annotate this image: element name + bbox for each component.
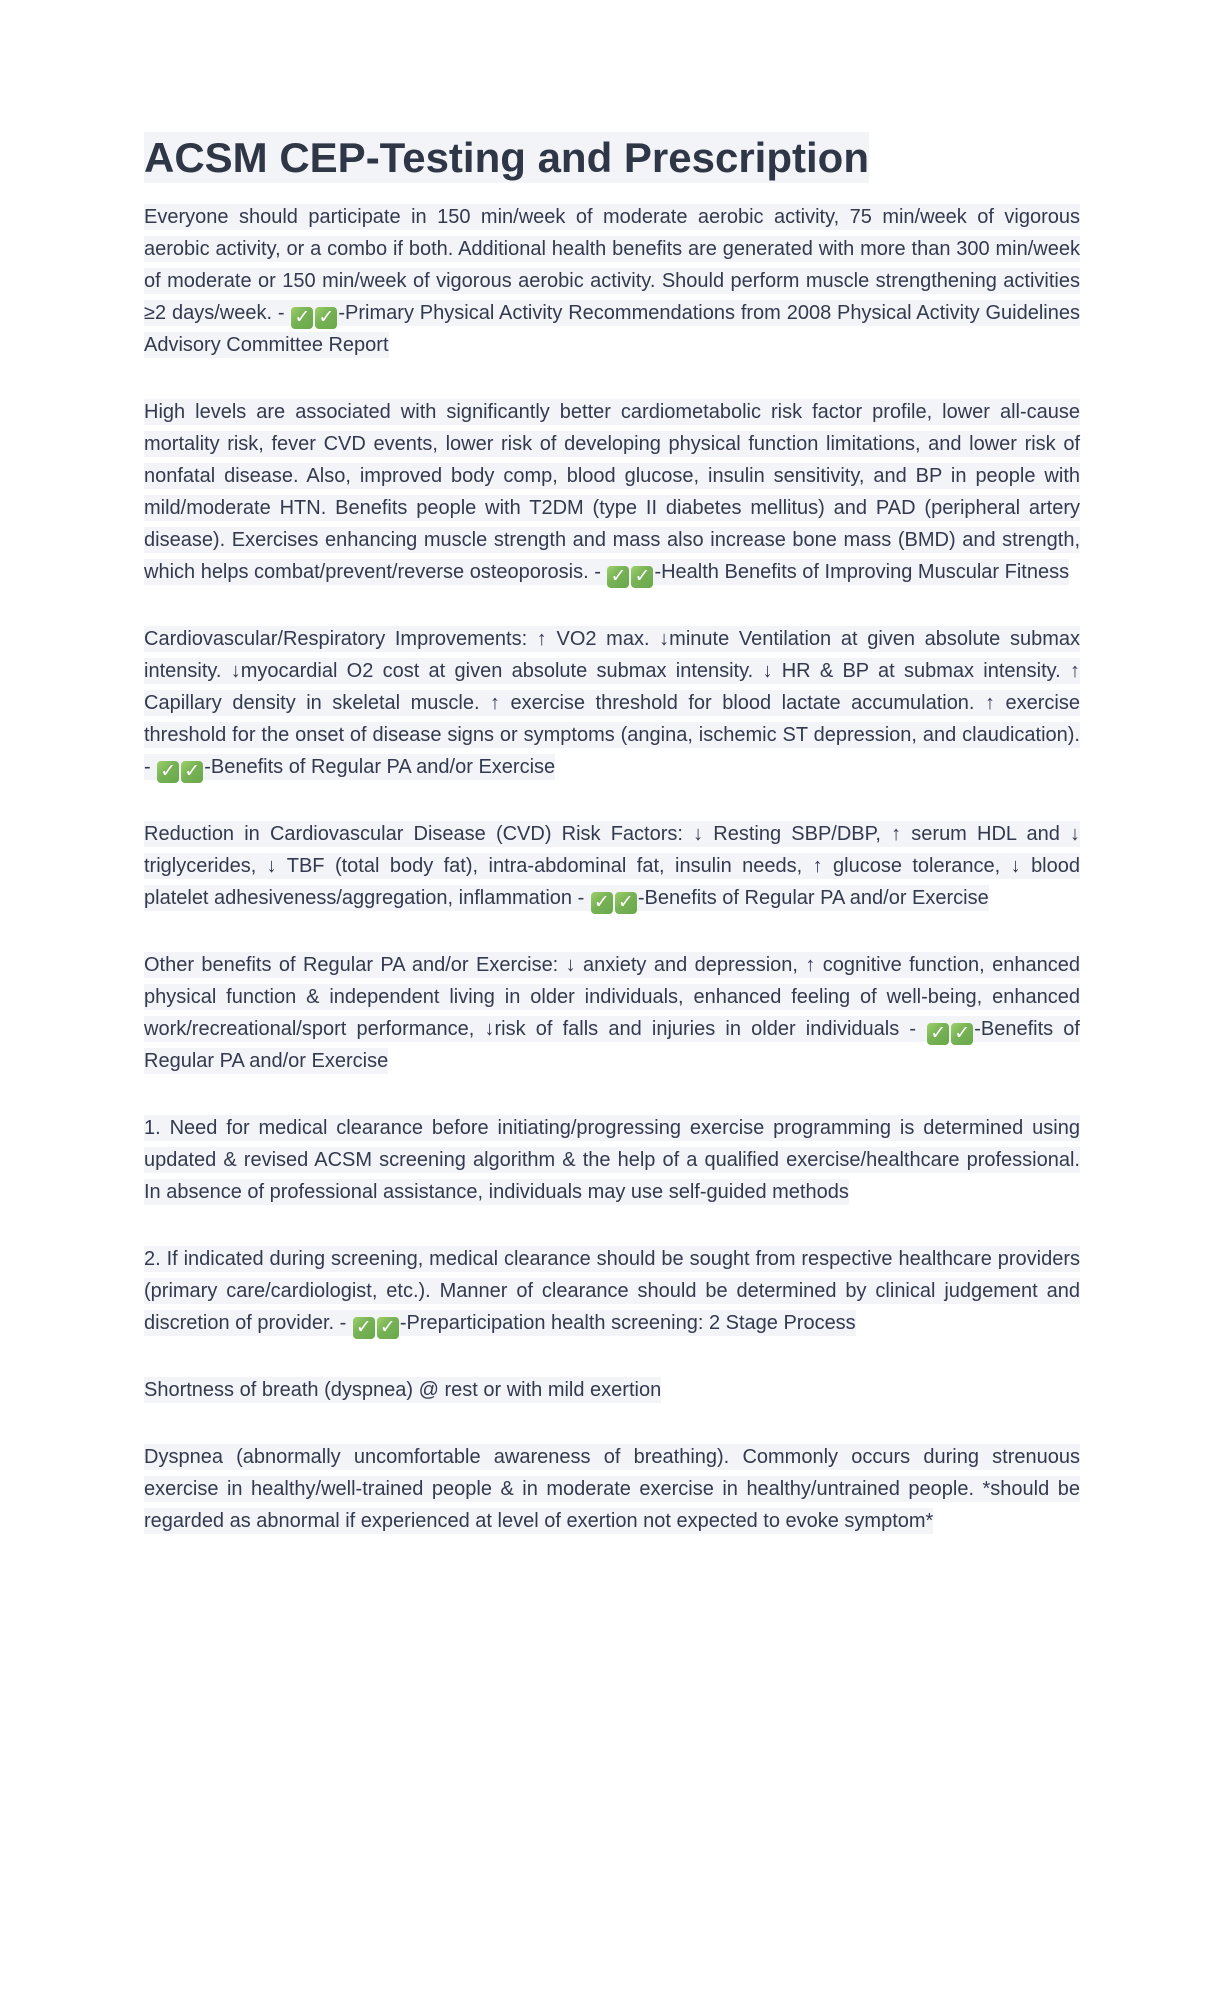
paragraph-text: Other benefits of Regular PA and/or Exercise: ↓ anxiety and depression, ↑ cognitive function, enhanced physical function & independent living in older individuals, enhanced feeling of well-being, enhanced work/recreational/sport performance, ↓risk of falls and injuries in older individuals - ✓ ✓ -Benefits of Regular PA and/or Exercise <box>144 953 1080 1072</box>
check-icon: ✓ <box>951 1023 973 1045</box>
check-icon: ✓ <box>181 761 203 783</box>
paragraph <box>144 818 1080 914</box>
document-page <box>144 0 1080 1537</box>
page-title-text: ACSM CEP-Testing and Prescription <box>144 134 869 181</box>
page-title <box>144 132 1080 185</box>
check-icon: ✓ <box>607 566 629 588</box>
check-icon: ✓ <box>927 1023 949 1045</box>
paragraph-text: 2. If indicated during screening, medical clearance should be sought from respective healthcare providers (primary care/cardiologist, etc.). Manner of clearance should be determined by clinical judgement and discretion of provider. - ✓ ✓ -Preparticipation health screening: 2 Stage Process <box>144 1247 1080 1338</box>
paragraph-text: Everyone should participate in 150 min/week of moderate aerobic activity, 75 min/week of vigorous aerobic activity, or a combo if both. Additional health benefits are generated with more than 300 min/week of moderate or 150 min/week of vigorous aerobic activity. Should perform muscle strengthening activities ≥2 days/week. - ✓ ✓ -Primary Physical Activity Recommendations from 2008 Physical Activity Guidelines Advisory Committee Report <box>144 205 1080 356</box>
paragraph <box>144 949 1080 1077</box>
paragraph <box>144 1441 1080 1537</box>
check-icon: ✓ <box>631 566 653 588</box>
paragraph-text: Shortness of breath (dyspnea) @ rest or with mild exertion <box>144 1378 662 1401</box>
check-icon: ✓ <box>157 761 179 783</box>
paragraph <box>144 1243 1080 1339</box>
check-icon: ✓ <box>377 1317 399 1339</box>
paragraph-text: Cardiovascular/Respiratory Improvements: ↑ VO2 max. ↓minute Ventilation at given absolute submax intensity. ↓myocardial O2 cost at given absolute submax intensity. ↓ HR & BP at submax intensity. ↑ Capillary density in skeletal muscle. ↑ exercise threshold for blood lactate accumulation. ↑ exercise threshold for the onset of disease signs or symptoms (angina, ischemic ST depression, and claudication). - ✓ ✓ -Benefits of Regular PA and/or Exercise <box>144 627 1080 782</box>
check-icon: ✓ <box>615 892 637 914</box>
paragraph-text: High levels are associated with significantly better cardiometabolic risk factor profile, lower all-cause mortality risk, fever CVD events, lower risk of developing physical function limitations, and lower risk of nonfatal disease. Also, improved body comp, blood glucose, insulin sensitivity, and BP in people with mild/moderate HTN. Benefits people with T2DM (type II diabetes mellitus) and PAD (peripheral artery disease). Exercises enhancing muscle strength and mass also increase bone mass (BMD) and strength, which helps combat/prevent/reverse osteoporosis. - ✓ ✓ -Health Benefits of Improving Muscular Fitness <box>144 400 1080 587</box>
paragraph <box>144 396 1080 588</box>
paragraph-text: Dyspnea (abnormally uncomfortable awareness of breathing). Commonly occurs during strenuous exercise in healthy/well-trained people & in moderate exercise in healthy/untrained people. *should be regarded as abnormal if experienced at level of exertion not expected to evoke symptom* <box>144 1445 1080 1532</box>
paragraph <box>144 201 1080 361</box>
document-body <box>144 201 1080 1537</box>
check-icon: ✓ <box>591 892 613 914</box>
check-icon: ✓ <box>353 1317 375 1339</box>
paragraph <box>144 1374 1080 1406</box>
paragraph <box>144 1112 1080 1208</box>
paragraph-text: 1. Need for medical clearance before initiating/progressing exercise programming is determined using updated & revised ACSM screening algorithm & the help of a qualified exercise/healthcare professional. In absence of professional assistance, individuals may use self-guided methods <box>144 1116 1080 1203</box>
paragraph <box>144 623 1080 783</box>
check-icon: ✓ <box>291 307 313 329</box>
check-icon: ✓ <box>315 307 337 329</box>
paragraph-text: Reduction in Cardiovascular Disease (CVD) Risk Factors: ↓ Resting SBP/DBP, ↑ serum HDL and ↓ triglycerides, ↓ TBF (total body fat), intra-abdominal fat, insulin needs, ↑ glucose tolerance, ↓ blood platelet adhesiveness/aggregation, inflammation - ✓ ✓ -Benefits of Regular PA and/or Exercise <box>144 822 1080 913</box>
